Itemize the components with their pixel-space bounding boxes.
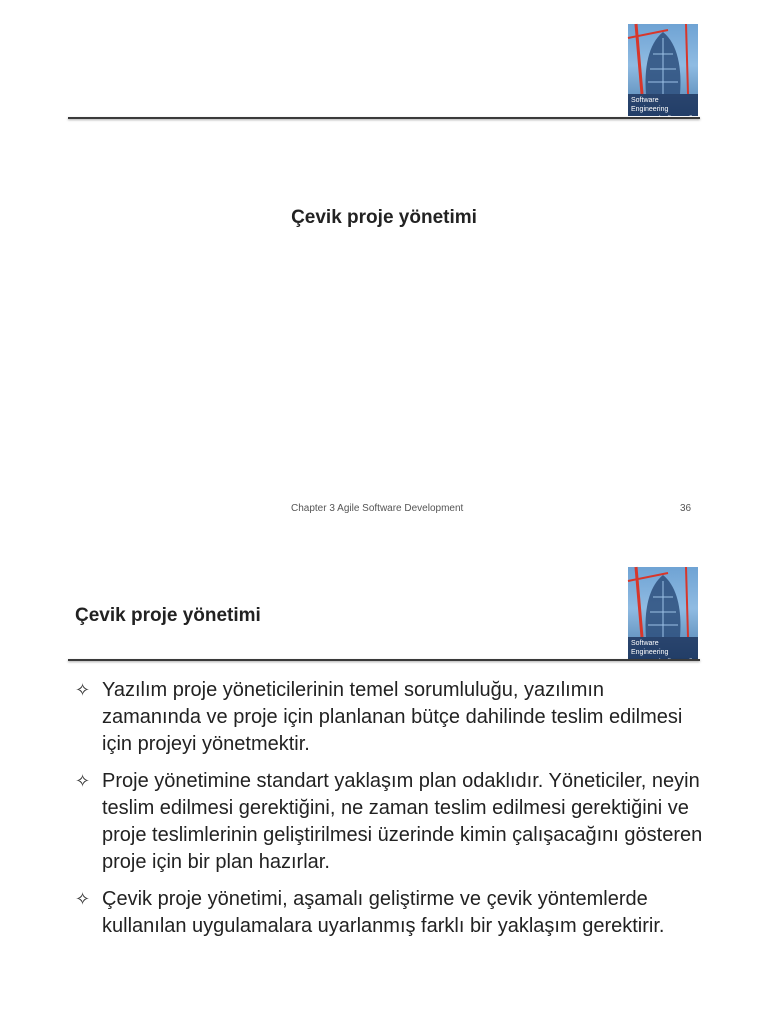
bullet-text: Yazılım proje yöneticilerinin temel sorumluluğu, yazılımın zamanında ve proje için planlanan bütçe dahilinde teslim edilmesi için projeyi yönetmektir. [102,679,683,755]
bullet-text: Proje yönetimine standart yaklaşım plan odaklıdır. Yöneticiler, neyin teslim edilmesi gerektiğini, ne zaman teslim edilmesi gerektiğini ve proje teslimlerinin geliştirilmesi üzerinde kimin çalışacağını gösteren proje için bir plan hazırlar. [102,770,703,873]
four-pointed-star-icon: ✧ [75,680,91,701]
logo-caption: Software Engineering Ian Sommerville [628,94,698,116]
page-number: 36 [680,503,692,514]
logo-caption: Software Engineering Ian Sommerville [628,637,698,659]
slide-title: Çevik proje yönetimi [291,207,477,228]
bullet-item [75,768,705,876]
book-cover-logo [628,24,698,121]
header-divider [68,659,700,661]
bullet-text: Çevik proje yönetimi, aşamalı geliştirme ve çevik yöntemlerde kullanılan uygulamalara uyarlanmış farklı bir yaklaşım gerektirir. [102,888,665,937]
slide-footer: Chapter 3 Agile Software Development [291,503,464,514]
four-pointed-star-icon: ✧ [75,889,91,910]
bullet-item [75,677,705,758]
bullet-item [75,886,705,940]
book-cover-logo [628,567,698,664]
four-pointed-star-icon: ✧ [75,771,91,792]
header-divider [68,117,700,119]
slide-37 [0,545,768,1024]
bullet-list [75,677,705,950]
slide-title: Çevik proje yönetimi [75,605,261,626]
